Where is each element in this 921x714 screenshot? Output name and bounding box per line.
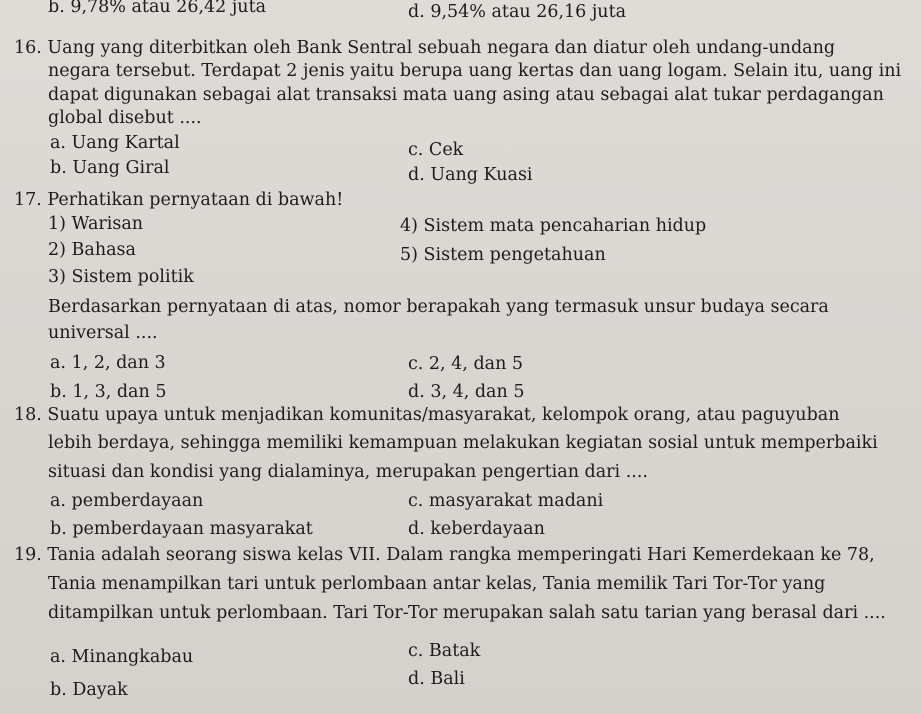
q18-option-b: b. pemberdayaan masyarakat (50, 519, 313, 539)
q16-stem-line-3: dapat digunakan sebagai alat transaksi mata uang asing atau sebagai alat tukar perdagangan (48, 85, 884, 105)
q16-stem-line-2: negara tersebut. Terdapat 2 jenis yaitu berupa uang kertas dan uang logam. Selain itu, uang ini (48, 61, 902, 81)
q17-stem: 17. Perhatikan pernyataan di bawah! (14, 190, 344, 210)
q17-option-c: c. 2, 4, dan 5 (408, 354, 524, 374)
q17-option-a: a. 1, 2, dan 3 (50, 353, 166, 373)
q17-item-3: 3) Sistem politik (48, 267, 194, 287)
q17-option-b: b. 1, 3, dan 5 (50, 382, 167, 402)
q16-option-d: d. Uang Kuasi (408, 165, 533, 185)
q19-stem-line-2: Tania menampilkan tari untuk perlombaan antar kelas, Tania memilik Tari Tor-Tor yang (48, 574, 826, 594)
q18-stem-line-2: lebih berdaya, sehingga memiliki kemampuan melakukan kegiatan sosial untuk memperbaiki (48, 433, 878, 453)
q17-item-5: 5) Sistem pengetahuan (400, 245, 606, 265)
q17-question-line-2: universal .... (48, 323, 158, 343)
q16-option-c: c. Cek (408, 140, 464, 160)
q19-option-c: c. Batak (408, 641, 481, 661)
q18-option-a: a. pemberdayaan (50, 491, 204, 511)
q18-option-c: c. masyarakat madani (408, 491, 604, 511)
q19-stem-line-1: 19. Tania adalah seorang siswa kelas VII. Dalam rangka memperingati Hari Kemerdekaan ke 78, (14, 545, 875, 565)
q16-stem-line-4: global disebut .... (48, 108, 202, 128)
q18-option-d: d. keberdayaan (408, 519, 545, 539)
q15-option-d: d. 9,54% atau 26,16 juta (408, 2, 627, 22)
q17-item-4: 4) Sistem mata pencaharian hidup (400, 216, 707, 236)
q19-option-d: d. Bali (408, 669, 465, 689)
q16-option-a: a. Uang Kartal (50, 133, 180, 153)
q18-stem-line-1: 18. Suatu upaya untuk menjadikan komunitas/masyarakat, kelompok orang, atau paguyuban (14, 405, 840, 425)
q17-item-1: 1) Warisan (48, 214, 144, 234)
q19-option-a: a. Minangkabau (50, 647, 194, 667)
q17-question-line-1: Berdasarkan pernyataan di atas, nomor berapakah yang termasuk unsur budaya secara (48, 297, 829, 317)
q15-option-b: b. 9,78% atau 26,42 juta (48, 0, 267, 17)
q19-stem-line-3: ditampilkan untuk perlombaan. Tari Tor-Tor merupakan salah satu tarian yang berasal dari .... (48, 603, 886, 623)
q18-stem-line-3: situasi dan kondisi yang dialaminya, merupakan pengertian dari .... (48, 462, 648, 482)
q17-item-2: 2) Bahasa (48, 240, 136, 260)
q16-option-b: b. Uang Giral (50, 158, 170, 178)
q17-option-d: d. 3, 4, dan 5 (408, 382, 525, 402)
q16-stem-line-1: 16. Uang yang diterbitkan oleh Bank Sentral sebuah negara dan diatur oleh undang-undang (14, 38, 836, 58)
q19-option-b: b. Dayak (50, 680, 128, 700)
